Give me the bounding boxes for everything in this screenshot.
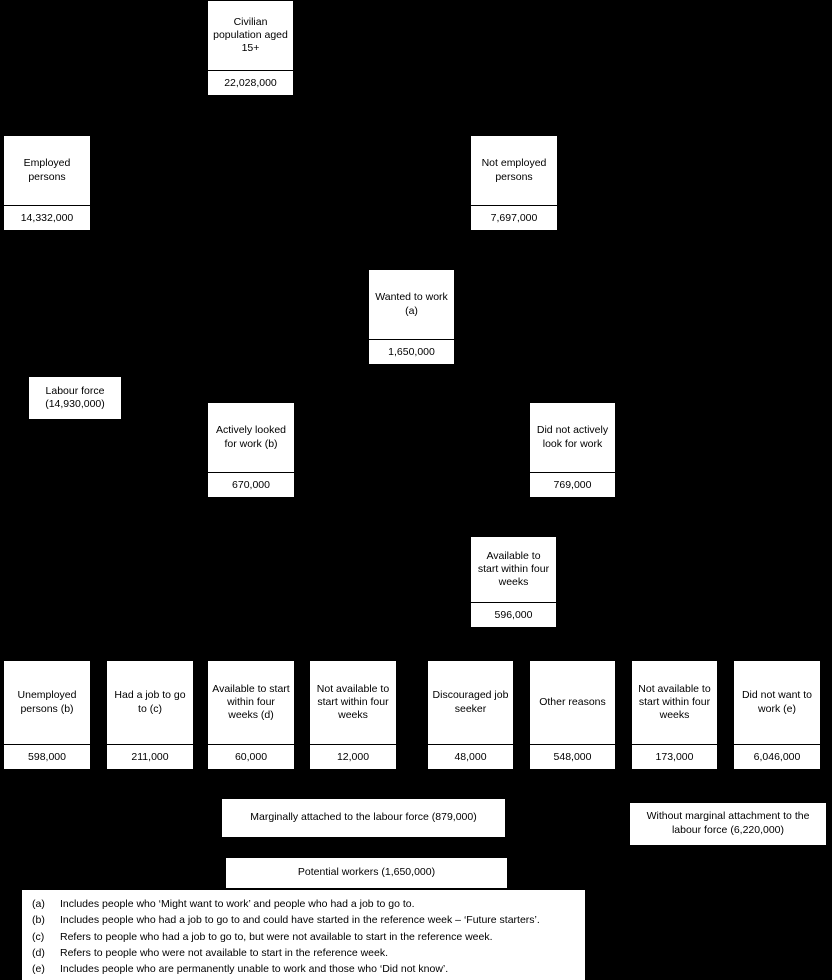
node-label: Wanted to work (a) [375, 291, 448, 317]
footnote-text: Includes people who had a job to go to and could have started in the reference week – ‘Future starters’. [60, 914, 540, 927]
node-value: 6,046,000 [753, 751, 801, 763]
footnote-row [32, 929, 575, 945]
footnote-text: Includes people who ‘Might want to work’ and people who had a job to go to. [60, 898, 415, 910]
connector-to-discouraged [470, 642, 471, 660]
connector-had-job-down2 [150, 770, 151, 840]
connector-potential-bar [47, 840, 367, 841]
footnote-text: Refers to people who were not available to start in the reference week. [60, 946, 389, 959]
node-value: 596,000 [494, 609, 533, 621]
node-value: 14,332,000 [20, 212, 74, 224]
connector-actively-split [47, 516, 353, 517]
connector-to-had-job [150, 516, 151, 660]
node-value: 7,697,000 [490, 212, 538, 224]
footnote-key: (b) [32, 914, 45, 927]
connector-to-wanted [411, 250, 514, 251]
node-label: Labour force (14,930,000) [45, 384, 105, 410]
node-value: 60,000 [234, 751, 268, 763]
connector-wanted-split-down [411, 365, 412, 383]
connector-wanted-split [251, 383, 572, 384]
node-label: Did not want to work (e) [741, 689, 813, 715]
node-did-not-actively-look [529, 402, 616, 498]
node-label: Civilian population aged 15+ [213, 15, 288, 55]
connector-to-not-actively [572, 383, 573, 402]
connector-to-actively [251, 383, 252, 402]
connector-to-marginally [251, 770, 252, 798]
connector-to-not-employed [514, 116, 515, 135]
node-value: 670,000 [232, 479, 270, 491]
connector-had-job-split [251, 640, 353, 641]
node-label: Not employed persons [481, 157, 547, 183]
node-label: Other reasons [539, 695, 606, 708]
node-had-a-job-to-go-to [106, 660, 194, 770]
banner-text: Without marginal attachment to the labour force (6,220,000) [646, 810, 810, 836]
node-discouraged-job-seeker [427, 660, 514, 770]
node-value: 48,000 [454, 751, 487, 763]
node-label: Not available to start within four weeks [316, 682, 390, 722]
connector-to-other-reasons [572, 642, 573, 660]
connector-marginally-to-potential [363, 838, 364, 858]
connector-to-not-available-start [353, 640, 354, 660]
connector-marginally-3 [470, 770, 471, 798]
footnote-key: (c) [32, 930, 45, 943]
node-wanted-to-work [368, 269, 455, 365]
node-actively-looked-for-work [207, 402, 295, 498]
node-label: Did not actively look for work [536, 424, 609, 450]
connector-civilian-down [250, 96, 251, 116]
connector-not-actively-down [572, 498, 573, 516]
connector-civilian-split [47, 116, 515, 117]
node-other-reasons [529, 660, 616, 770]
connector-wanted-down [411, 250, 412, 269]
node-label: Had a job to go to (c) [114, 689, 186, 715]
connector-not-actively-split [513, 516, 673, 517]
node-label: Discouraged job seeker [432, 689, 509, 715]
connector-marginally-2 [353, 770, 354, 798]
node-value: 22,028,000 [224, 77, 277, 89]
footnote-key: (e) [32, 963, 45, 976]
node-not-available-to-start-within-four-weeks-2 [631, 660, 718, 770]
footnote-key: (d) [32, 946, 45, 959]
node-civilian-population [207, 0, 294, 96]
connector-available-four-split [470, 642, 572, 643]
node-value: 211,000 [131, 751, 169, 763]
connector-to-not-available-four [674, 516, 675, 660]
footnotes [22, 890, 585, 980]
connector-to-potential [367, 840, 368, 858]
node-available-to-start-within-four-weeks-d [207, 660, 295, 770]
footnote-row [32, 912, 575, 928]
connector-marginally-4 [572, 770, 573, 798]
connector-available-four-down [513, 628, 514, 642]
node-value: 12,000 [336, 751, 370, 763]
node-value: 769,000 [553, 479, 592, 491]
connector-to-available-four [513, 516, 514, 536]
node-not-employed-persons [470, 135, 558, 231]
connector-to-employed [47, 116, 48, 135]
connector-actively-down [251, 498, 252, 516]
node-label: Unemployed persons (b) [17, 689, 77, 715]
banner-text: Marginally attached to the labour force (879,000) [250, 811, 477, 824]
footnote-text: Includes people who are permanently unable to work and those who ‘Did not know’. [60, 963, 449, 976]
node-labour-force [28, 376, 122, 420]
node-value: 598,000 [28, 751, 66, 763]
node-not-available-to-start-within-four-weeks [309, 660, 397, 770]
connector-marginally-5 [674, 770, 675, 798]
footnote-row [32, 961, 575, 977]
banner-without-marginal-attachment [629, 802, 827, 846]
footnote-row [32, 945, 575, 961]
banner-marginally-attached [221, 798, 506, 838]
node-value: 1,650,000 [388, 346, 435, 358]
node-employed-persons [3, 135, 91, 231]
node-available-to-start-four-weeks [470, 536, 557, 628]
node-unemployed-persons [3, 660, 91, 770]
connector-to-without-marginal [777, 770, 778, 802]
node-label: Available to start within four weeks [477, 549, 550, 589]
connector-unemployed-down [47, 770, 48, 840]
node-value: 548,000 [553, 751, 592, 763]
banner-potential-workers [225, 857, 508, 889]
connector-to-did-not-want [514, 250, 777, 251]
node-value: 173,000 [655, 751, 694, 763]
node-label: Actively looked for work (b) [215, 424, 287, 450]
footnote-key: (a) [32, 898, 45, 910]
node-label: Available to start within four weeks (d) [212, 682, 290, 722]
footnote-text: Refers to people who had a job to go to, but were not available to start in the reference week. [60, 930, 493, 943]
banner-text: Potential workers (1,650,000) [297, 866, 436, 879]
node-did-not-want-to-work [733, 660, 821, 770]
node-label: Not available to start within four weeks [638, 682, 711, 722]
node-label: Employed persons [23, 157, 71, 183]
footnote-row [32, 896, 575, 912]
connector-to-unemployed [47, 516, 48, 660]
connector-did-not-want-down [777, 250, 778, 660]
